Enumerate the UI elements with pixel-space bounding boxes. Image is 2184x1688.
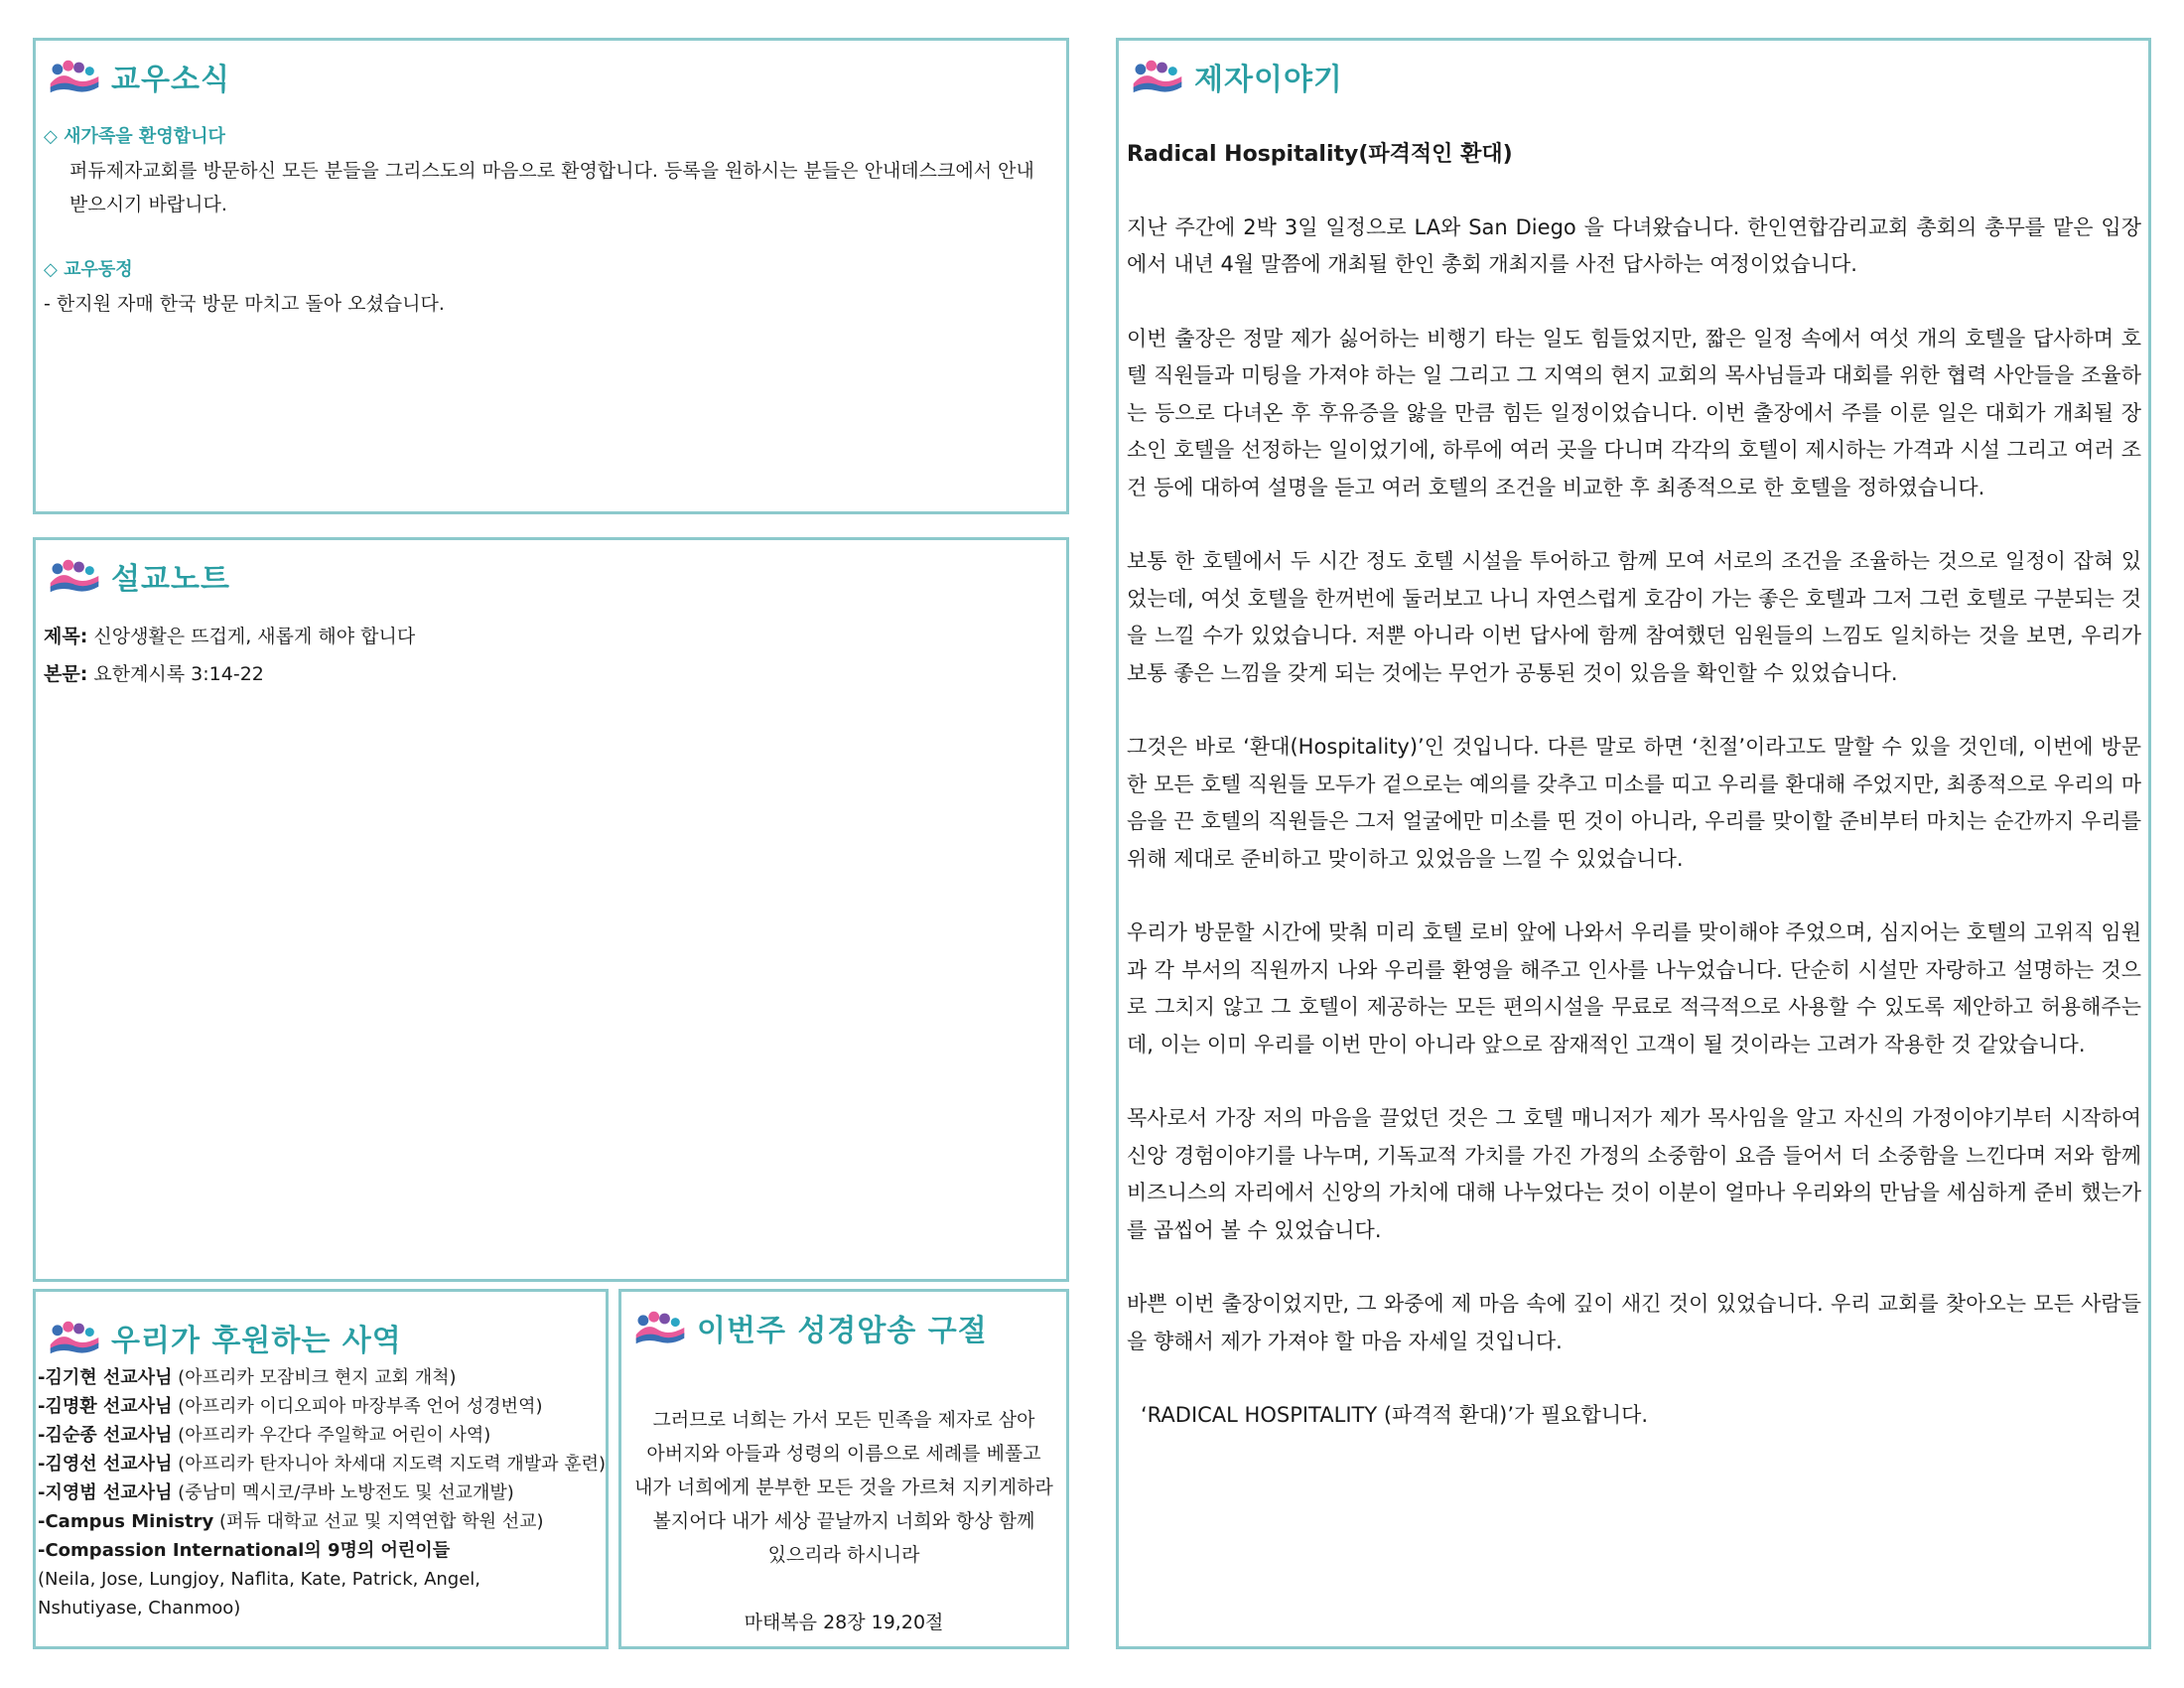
verse-line-4: 볼지어다 내가 세상 끝날까지 너희와 항상 함께 (652, 1510, 1035, 1532)
list-item: -김기현 선교사님 (아프리카 모잠비크 현지 교회 개척) (38, 1367, 457, 1388)
news-title: 교우소식 (111, 63, 230, 97)
sermon-title: 설교노트 (111, 562, 230, 597)
story-paragraph: 우리가 방문할 시간에 맞춰 미리 호텔 로비 앞에 나와서 우리를 맞이해야 주었으며, 심지어는 호텔의 고위직 임원과 각 부서의 직원까지 나와 우리를 환영을 해주고 인사를 나누었습니다. 단순히 시설만 자랑하고 설명하는 것으로 그치지 않고 그 호텔이 제공하는 모든 편의시설을 무료로 적극적으로 사용할 수 있도록 제안하고 허용해주는데, 이는 이미 우리를 이번 만이 아니라 앞으로 잠재적인 고객이 될 것이라는 고려가 작용한 것 같았습니다. (1127, 920, 2141, 1056)
verse-line-5: 있으리라 하시니라 (767, 1544, 920, 1566)
story-paragraph: 보통 한 호텔에서 두 시간 정도 호텔 시설을 투어하고 함께 모여 서로의 조건을 조율하는 것으로 일정이 잡혀 있었는데, 여섯 호텔을 한꺼번에 둘러보고 나니 자연스럽게 호감이 가는 좋은 호텔과 그저 그런 호텔로 구분되는 것을 느낄 수가 있었습니다. 저뿐 아니라 이번 답사에 함께 참여했던 임원들의 느낌도 일치하는 것을 보면, 우리가 보통 좋은 느낌을 갖게 되는 것에는 무언가 공통된 것이 있음을 확인할 수 있었습니다. (1127, 549, 2141, 685)
story-paragraph: 목사로서 가장 저의 마음을 끌었던 것은 그 호텔 매니저가 제가 목사임을 알고 자신의 가정이야기부터 시작하여 신앙 경험이야기를 나누며, 기독교적 가치를 가진 가정의 소중함이 요즘 들어서 더 소중함을 느낀다며 저와 함께 비즈니스의 자리에서 신앙의 가치에 대해 나누었다는 것이 이분이 얼마나 우리와의 만남을 세심하게 준비 했는가를 곱씹어 볼 수 있었습니다. (1127, 1106, 2141, 1242)
verse-header (631, 1306, 988, 1349)
news-header (46, 55, 230, 98)
list-item: -김순종 선교사님 (아프리카 우간다 주일학교 어린이 사역) (38, 1425, 491, 1446)
children-names-2: Nshutiyase, Chanmoo) (38, 1598, 241, 1618)
sermon-panel (33, 537, 1069, 1282)
news-panel (33, 38, 1069, 514)
list-item: -Compassion International의 9명의 어린이들 (38, 1540, 451, 1561)
church-logo-icon (46, 59, 103, 94)
children-names-1: (Neila, Jose, Lungjoy, Naflita, Kate, Patrick, Angel, (38, 1569, 481, 1590)
welcome-text-1: 퍼듀제자교회를 방문하신 모든 분들을 그리스도의 마음으로 환영합니다. 등록을 원하시는 분들은 안내데스크에서 안내 (69, 160, 1034, 182)
list-item: -Campus Ministry (퍼듀 대학교 선교 및 지역연합 학원 선교) (38, 1511, 544, 1532)
list-item: -김명환 선교사님 (아프리카 이디오피아 마장부족 언어 성경번역) (38, 1396, 543, 1417)
church-logo-icon (631, 1310, 689, 1345)
missions-panel (33, 1289, 609, 1649)
members-heading: ◇ 교우동정 (44, 259, 133, 280)
members-text-1: - 한지원 자매 한국 방문 마치고 돌아 오셨습니다. (44, 293, 445, 315)
list-item: -지영범 선교사님 (중남미 멕시코/쿠바 노방전도 및 선교개발) (38, 1482, 514, 1503)
church-logo-icon (46, 1320, 103, 1355)
sermon-header (46, 554, 230, 598)
story-heading: Radical Hospitality(파격적인 환대) (1127, 142, 1513, 167)
story-paragraph: 지난 주간에 2박 3일 일정으로 LA와 San Diego 을 다녀왔습니다. 한인연합감리교회 총회의 총무를 맡은 입장에서 내년 4월 말쯤에 개최될 한인 총회 개최지를 사전 답사하는 여정이었습니다. (1127, 214, 2141, 276)
story-paragraph: 바쁜 이번 출장이었지만, 그 와중에 제 마음 속에 깊이 새긴 것이 있었습니다. 우리 교회를 찾아오는 모든 사람들을 향해서 제가 가져야 할 마음 자세일 것입니다. (1127, 1292, 2141, 1353)
missions-title: 우리가 후원하는 사역 (111, 1324, 402, 1358)
welcome-text-2: 받으시기 바랍니다. (69, 194, 227, 215)
verse-reference: 마태복음 28장 19,20절 (744, 1612, 944, 1633)
verse-line-3: 내가 너희에게 분부한 모든 것을 가르쳐 지키게하라 (634, 1477, 1053, 1498)
sermon-subject-label: 제목: (44, 626, 88, 647)
verse-line-2: 아버지와 아들과 성령의 이름으로 세례를 베풀고 (646, 1443, 1041, 1465)
verse-title: 이번주 성경암송 구절 (697, 1314, 988, 1348)
verse-line-1: 그러므로 너희는 가서 모든 민족을 제자로 삼아 (652, 1409, 1035, 1431)
missions-list (38, 1363, 607, 1622)
church-logo-icon (46, 558, 103, 594)
story-closing: ‘RADICAL HOSPITALITY (파격적 환대)’가 필요합니다. (1141, 1403, 1649, 1427)
sermon-scripture: 요한계시록 3:14-22 (93, 663, 264, 685)
missions-header (46, 1316, 402, 1359)
list-item: -김영선 선교사님 (아프리카 탄자니아 차세대 지도력 지도력 개발과 훈련) (38, 1454, 607, 1475)
welcome-heading: ◇ 새가족을 환영합니다 (44, 126, 225, 147)
story-header (1129, 55, 1343, 98)
story-title: 제자이야기 (1194, 63, 1343, 97)
story-paragraph: 이번 출장은 정말 제가 싫어하는 비행기 타는 일도 힘들었지만, 짧은 일정 속에서 여섯 개의 호텔을 답사하며 호텔 직원들과 미팅을 가져야 하는 일 그리고 그 지역의 현지 교회의 목사님들과 대회를 위한 협력 사안들을 조율하는 등으로 다녀온 후 후유증을 앓을 만큼 힘든 일정이었습니다. 이번 출장에서 주를 이룬 일은 대회가 개최될 장소인 호텔을 선정하는 일이었기에, 하루에 여러 곳을 다니며 각각의 호텔이 제시하는 가격과 시설 그리고 여러 조건 등에 대하여 설명을 듣고 여러 호텔의 조건을 비교한 후 최종적으로 한 호텔을 정하였습니다. (1127, 326, 2141, 499)
church-logo-icon (1129, 59, 1186, 94)
sermon-subject: 신앙생활은 뜨겁게, 새롭게 해야 합니다 (93, 626, 416, 647)
story-paragraph: 그것은 바로 ‘환대(Hospitality)’인 것입니다. 다른 말로 하면 ‘친절’이라고도 말할 수 있을 것인데, 이번에 방문한 모든 호텔 직원들 모두가 겉으로는 예의를 갖추고 미소를 띠고 우리를 환대해 주었지만, 최종적으로 우리의 마음을 끈 호텔의 직원들은 그저 얼굴에만 미소를 띤 것이 아니라, 우리를 맞이할 준비부터 마치는 순간까지 우리를 위해 제대로 준비하고 맞이하고 있었음을 느낄 수 있었습니다. (1127, 735, 2141, 871)
story-panel (1116, 38, 2151, 1649)
sermon-scripture-label: 본문: (44, 663, 88, 685)
verse-panel (618, 1289, 1069, 1649)
